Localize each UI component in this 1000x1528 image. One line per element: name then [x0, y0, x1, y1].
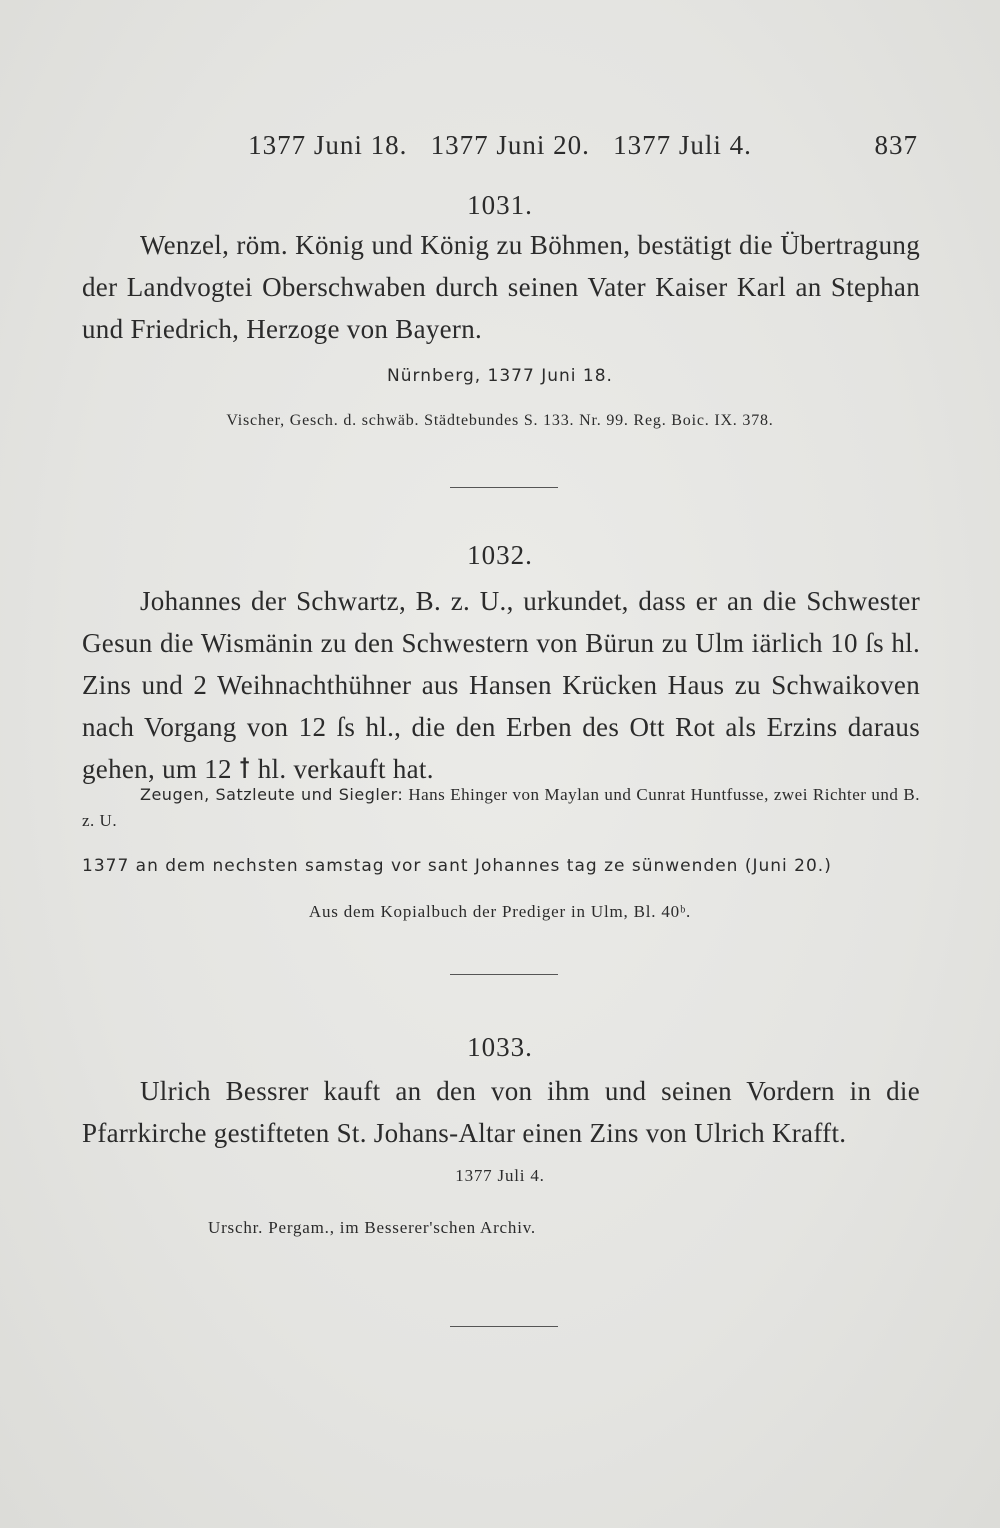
header-dates: 1377 Juni 18. 1377 Juni 20. 1377 Juli 4. [248, 130, 752, 160]
entry-date-line-1032: 1377 an dem nechsten samstag vor sant Johannes tag ze sünwenden (Juni 20.) [82, 856, 832, 876]
divider-rule [450, 974, 558, 975]
entry-number-1031: 1031. [467, 190, 533, 220]
entry-number-1033: 1033. [467, 1032, 533, 1062]
entry-place-date-1031: Nürnberg, 1377 Juni 18. [387, 366, 613, 386]
divider-rule [450, 1326, 558, 1327]
entry-text-1031: Wenzel, röm. König und König zu Böhmen, bestätigt die Übertragung der Landvogtei Oberschwaben durch seinen Vater Kaiser Karl an Stephan und Friedrich, Herzoge von Bayern. [82, 230, 920, 344]
entry-witnesses-1032 [82, 782, 920, 834]
witnesses-names: Hans Ehinger von Maylan und Cunrat Huntfusse, zwei Richter und B. z. U. [82, 785, 921, 830]
entry-source-1032: Aus dem Kopialbuch der Prediger in Ulm, Bl. 40ᵇ. [308, 902, 692, 921]
entry-text-1032: Johannes der Schwartz, B. z. U., urkundet, dass er an die Schwester Gesun die Wismänin zu den Schwestern von Bürun zu Ulm iärlich 10 ſs hl. Zins und 2 Weihnachthühner aus Hansen Krücken Haus zu Schwaikoven nach Vorgang von 12 ſs hl., die den Erben des Ott Rot als Erzins daraus gehen, um 12 ꝉ hl. verkauft hat. [82, 586, 920, 784]
witnesses-lead: Zeugen, Satzleute und Siegler: [140, 785, 404, 804]
entry-source-1033: Urschr. Pergam., im Besserer'schen Archiv. [208, 1218, 536, 1237]
entry-source-1031: Vischer, Gesch. d. schwäb. Städtebundes S. 133. Nr. 99. Reg. Boic. IX. 378. [226, 412, 774, 429]
entry-number-1032: 1032. [467, 540, 533, 570]
divider-rule [450, 487, 558, 488]
entry-place-date-1033: 1377 Juli 4. [455, 1166, 545, 1185]
running-header [0, 128, 1000, 168]
page-number: 837 [874, 130, 918, 160]
entry-text-1033: Ulrich Bessrer kauft an den von ihm und seinen Vordern in die Pfarrkirche gestifteten St. Johans-Altar einen Zins von Ulrich Krafft. [82, 1076, 920, 1148]
